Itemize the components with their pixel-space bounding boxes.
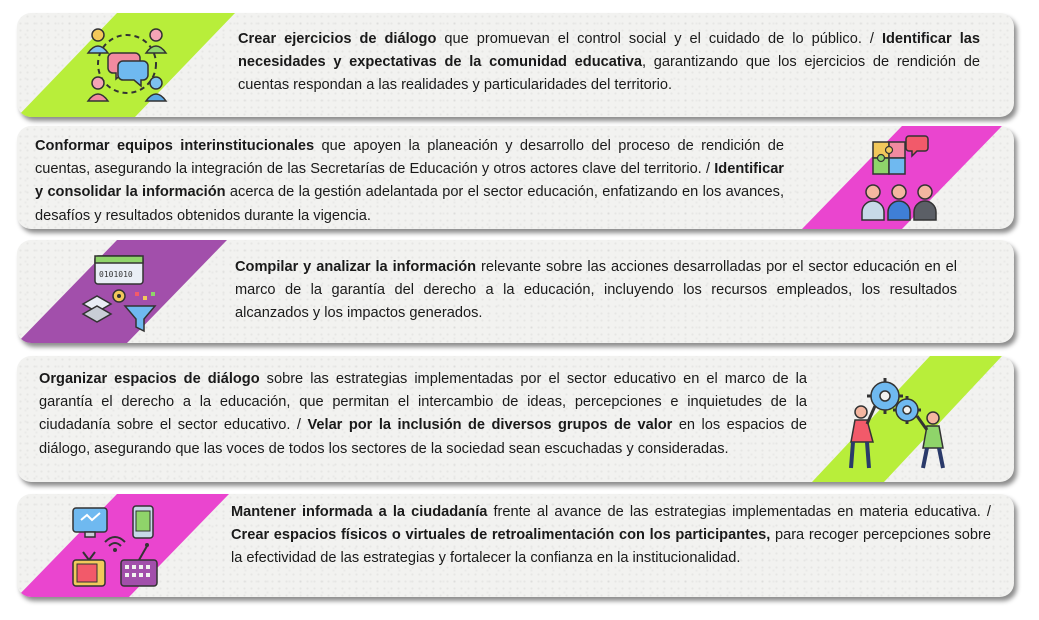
card-dialogue (17, 13, 1014, 117)
text-segment: relevante sobre las acciones desarrolladas por el sector educación en el marco de la garantía del derecho a la educación, incluyendo los recursos empleados, los resultados alcanzados y los impactos generados. (235, 259, 958, 322)
data-filter-icon (77, 248, 165, 336)
card-text (35, 135, 784, 228)
bold-segment: Crear ejercicios de diálogo (238, 31, 437, 47)
bold-segment: Compilar y analizar la información (235, 259, 477, 275)
text-segment: acerca de la gestión adelantada por el sector educación, enfatizando en los avances, desafíos y resultados obtenidos durante la vigencia. (35, 184, 785, 224)
card-teams (17, 126, 1014, 229)
card-compile (17, 240, 1014, 343)
card-text (231, 501, 991, 571)
bold-segment: Crear espacios físicos o virtuales de retroalimentación con los participantes, (231, 527, 771, 544)
text-segment: para recoger percepciones sobre la efectividad de las estrategias y fortalecer la confianza en la institucionalidad. (231, 527, 991, 567)
text-segment: frente al avance de las estrategias implementadas en materia educativa. / (487, 504, 991, 520)
text-segment: que apoyen la planeación y desarrollo del proceso de rendición de cuentas, asegurando la integración de las Secretarías de Educación y otros actores clave del territorio. / (35, 138, 785, 178)
card-spaces (17, 356, 1014, 482)
card-inform (17, 494, 1014, 597)
text-segment: sobre las estrategias implementadas por el sector educativo en el marco de la garantía el derecho a la educación, que permitan el intercambio de ideas, percepciones e inquietudes de la ciudadanía sobre el sector educativo. / (39, 371, 807, 434)
bold-segment: Identificar las necesidades y expectativas de la comunidad educativa (238, 31, 980, 71)
bold-segment: Conformar equipos interinstitucionales (35, 138, 315, 154)
bold-segment: Organizar espacios de diálogo (39, 371, 260, 387)
bold-segment: Velar por la inclusión de diversos grupos de valor (307, 417, 673, 434)
svg-text:0101010: 0101010 (99, 270, 133, 279)
text-segment: , garantizando que los ejercicios de rendición de cuentas respondan a las realidades y particularidades del territorio. (238, 54, 980, 94)
media-devices-icon (69, 502, 161, 592)
dialogue-people-icon (83, 23, 173, 105)
puzzle-team-icon (859, 132, 939, 224)
bold-segment: Mantener informada a la ciudadanía (231, 504, 488, 520)
text-segment: en los espacios de diálogo, asegurando que las voces de todos los sectores de la sociedad sean escuchadas y consideradas. (39, 417, 807, 457)
card-text (238, 28, 980, 98)
bold-segment: Identificar y consolidar la información (35, 161, 784, 201)
card-text (235, 256, 957, 326)
text-segment: que promuevan el control social y el cuidado de lo público. / (436, 31, 882, 47)
gears-people-icon (843, 370, 953, 472)
card-text (39, 368, 807, 461)
